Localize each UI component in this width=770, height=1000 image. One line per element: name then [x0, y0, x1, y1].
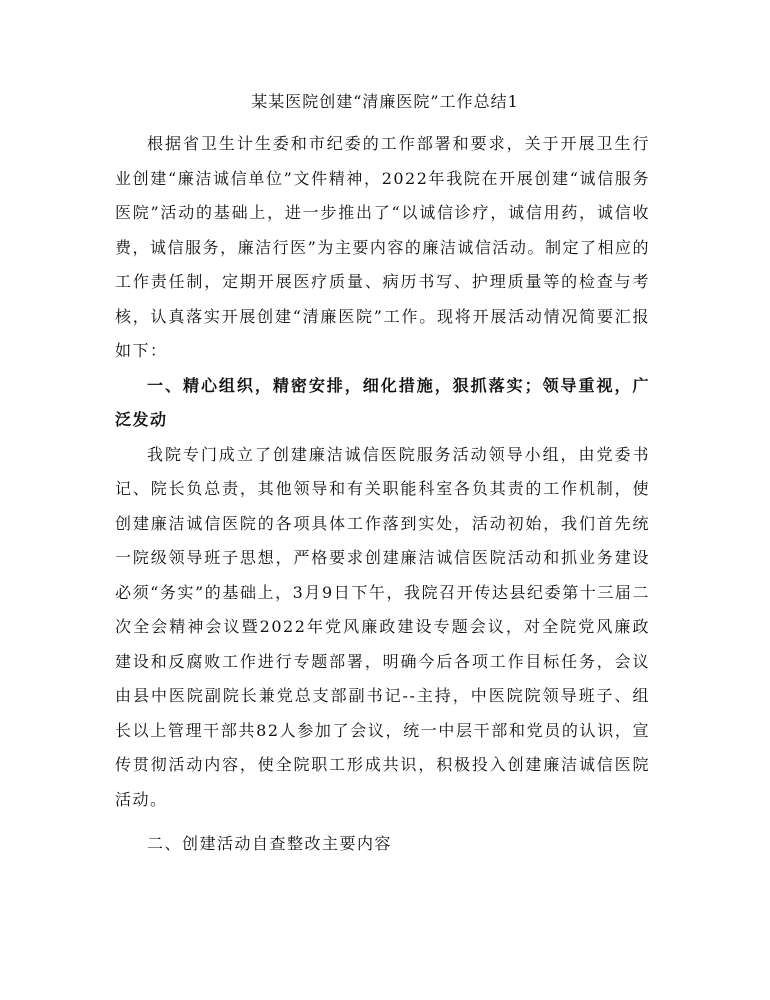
intro-paragraph: 根据省卫生计生委和市纪委的工作部署和要求，关于开展卫生行业创建“廉洁诚信单位”文件精神，2022年我院在开展创建“诚信服务医院”活动的基础上，进一步推出了“以诚信诊疗，诚信用药，诚信收费，诚信服务，廉洁行医”为主要内容的廉洁诚信活动。制定了相应的工作责任制，定期开展医疗质量、病历书写、护理质量等的检查与考核，认真落实开展创建“清廉医院”工作。现将开展活动情况简要汇报如下：: [115, 134, 650, 360]
section-heading-2: 二、创建活动自查整改主要内容: [147, 834, 393, 853]
section-1-paragraph: 我院专门成立了创建廉洁诚信医院服务活动领导小组，由党委书记、院长负总责，其他领导和有关职能科室各负其责的工作机制，使创建廉洁诚信医院的各项具体工作落到实处，活动初始，我们首先统一院级领导班子思想，严格要求创建廉洁诚信医院活动和抓业务建设必须“务实”的基础上，3月9日下午，我院召开传达县纪委第十三届二次全会精神会议暨2022年党风廉政建设专题会议，对全院党风廉政建设和反腐败工作进行专题部署，明确今后各项工作目标任务，会议由县中医院副院长兼党总支部副书记--主持，中医院院领导班子、组长以上管理干部共82人参加了会议，统一中层干部和党员的认识，宣传贯彻活动内容，使全院职工形成共识，积极投入创建廉洁诚信医院活动。: [115, 444, 650, 809]
document-body: [115, 127, 650, 862]
document-title: 某某医院创建“清廉医院”工作总结1: [251, 92, 519, 111]
section-heading-1: 一、精心组织，精密安排，细化措施，狠抓落实；领导重视，广泛发动: [115, 375, 650, 429]
